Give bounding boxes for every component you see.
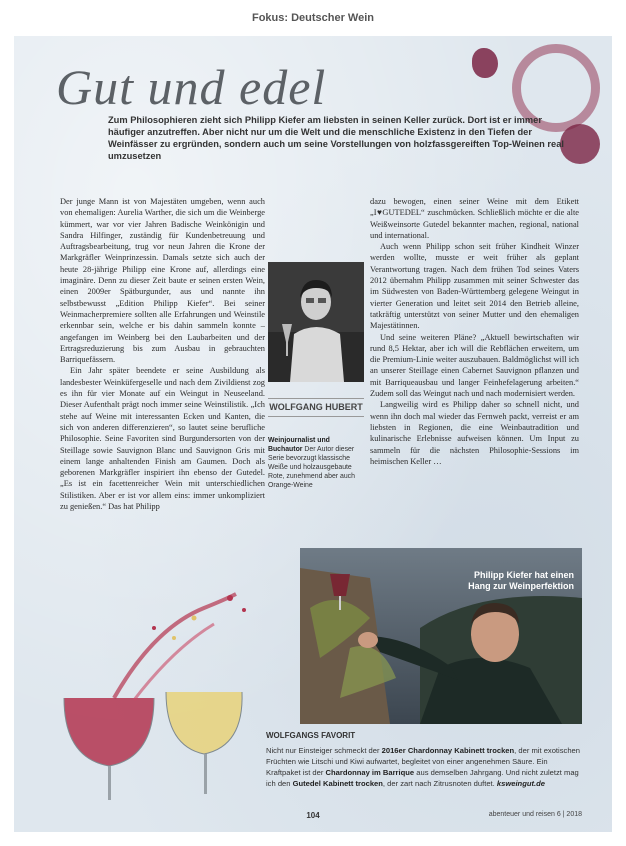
wine-name: Chardonnay im Barrique: [325, 768, 415, 777]
wine-stain: [472, 48, 498, 78]
paragraph: Auch wenn Philipp schon seit früher Kindheit Winzer werden wollte, musste er weit früher als geplant Verantwortung tragen. Nach dem frühen Tod seines Vaters 2012 übernahm Philipp zusammen mit seiner Schwester das im Südwesten von Baden-Württemberg gelegene Weingut in vierter Generation und leitet seit 2014 den Betrieb alleine, tatkräftig unterstützt von seiner Mutter und den ehemaligen Majestätinnen.: [370, 242, 579, 331]
author-role: Weinjournalist und Buchautor: [268, 437, 330, 453]
headline: Gut und edel: [56, 59, 327, 115]
paragraph: Und seine weiteren Pläne? „Aktuell bewirtschaften wir rund 8,5 Hektar, aber ich will die Rebflächen erweitern, um die Premium-Linie weiter auszubauen. Baldmöglichst will ich an unserer Steillage einen Cabernet Sauvignon pflanzen und mit Barriqueausbau und langer Feinhefelagerung arbeiten.“ Zudem soll das Weingut nach und nach modernisiert werden.: [370, 332, 579, 399]
photo-caption: Philipp Kiefer hat einen Hang zur Weinperfektion: [468, 570, 574, 591]
paragraph: Ein Jahr später beendete er seine Ausbildung als landesbester Weinküfergeselle und nach dem Zivildienst zog es ihn für vier Monate auf ein Weingut in Neuseeland. Dieser Aufenthalt prägt noch immer seine Weinstilistik. „Ich stehe auf Weine mit interessanten Ecken und Kanten, die sich von anderen differenzieren“, so lautet seine berufliche Philosophie. Seine Favoriten sind Burgundersorten von der Steillage sowie Sauvignon Blanc und Sauvignon Gris mit einem lange anhaltenden Finish am Gaumen. Doch als geborenen Markgräfler inspiriert ihn ebenso der Gutedel. „Es ist ein facettenreicher Wein mit unterschiedlichen Stilistiken. Aber er ist vor allem eins: immer unkompliziert zu genießen.“ Das hat Philipp: [60, 366, 265, 512]
favorite-text-part: aus demselben Jahrgang. Und nicht zuletzt mag ich den: [266, 768, 579, 788]
page-number: 104: [306, 811, 320, 820]
winery-url[interactable]: ksweingut.de: [496, 779, 545, 788]
author-bio: [268, 436, 364, 490]
favorite-text: [266, 745, 582, 789]
favorite-text-part: , der zart nach Zitrusnoten duftet.: [382, 779, 497, 788]
author-bio-text: Der Autor dieser Serie bevorzugt klassische Weiße und holzausgebaute Rote, zunehmend aber auch Orange-Weine: [268, 446, 355, 489]
section-kicker: Fokus: Deutscher Wein: [251, 12, 375, 24]
wine-glasses-illustration: [54, 588, 264, 808]
author-portrait-illustration: [268, 262, 364, 382]
paragraph: dazu bewogen, einen seiner Weine mit dem Etikett „I♥GUTEDEL“ zuschmücken. Schließlich möchte er die alte Weißweinsorte Gutedel bekannter machen, regional, national und international.: [370, 197, 579, 240]
wine-name: Gutedel Kabinett trocken: [292, 779, 383, 788]
favorite-text-part: Nicht nur Einsteiger schmeckt der: [266, 746, 382, 755]
paragraph: Der junge Mann ist von Majestäten umgeben, wenn auch von ehemaligen: Aurelia Warther, die sich um die Weinberge kümmert, war vor vier Jahren Badische Weinkönigin und Sandra Hilfinger, zuständig für Kundenbetreuung und Auftragsbearbeitung, trug vor neun Jahren die Krone der Markgräfler Weinprinzessin. Damals setzte sich auch der heute 28-jährige Philipp eine Krone auf, allerdings eine imaginäre. Denn zu dieser Zeit baute er seinen ersten Wein, einen 2009er Spätburgunder, aus und nannte ihn selbstbewusst „Edition Philipp Kiefer“. Bei seiner Weinmacherpremiere sollten alle Erfahrungen und Weinstile erkennbar sein, welche er bis dahin sammeln konnte – angefangen im Weinberg bei den Laubarbeiten und der Ertragsreduzierung bis zum Ausbau in gebrauchten Barriquefässern.: [60, 197, 265, 365]
favorite-title: WOLFGANGS FAVORIT: [266, 731, 356, 740]
paragraph: Langweilig wird es Philipp daher so schnell nicht, und wenn ihn doch mal wieder das Fernweh packt, verreist er am liebsten in Regionen, die eine Weinbautradition und kulinarische Erlebnisse aufweisen können. Um Input zu sammeln für die nächsten Philosophie-Sessions im heimischen Keller …: [370, 400, 579, 466]
article-column-1: [60, 196, 265, 512]
favorite-text-part: , der mit exotischen Früchten wie Litschi und Kiwi aufwartet, begleitet von einer angenehmen Säure. Ein Kraftpaket ist der: [266, 746, 580, 777]
author-portrait: [268, 262, 364, 382]
deck: Zum Philosophieren zieht sich Philipp Kiefer am liebsten in seinen Keller zurück. Dort ist er immer häufiger anzutreffen. Aber nicht nur um die Welt und die menschliche Existenz in den Tiefen der Weinfässer zu ergründen, sondern auch um seine Vorstellungen von holzfassgereiften Top-Weinen real umzusetzen: [108, 115, 564, 161]
author-name: WOLFGANG HUBERT: [268, 398, 364, 417]
wine-name: 2016er Chardonnay Kabinett trocken: [381, 746, 515, 755]
issue-label: abenteuer und reisen 6 | 2018: [488, 811, 582, 818]
article-column-2: [370, 196, 579, 467]
